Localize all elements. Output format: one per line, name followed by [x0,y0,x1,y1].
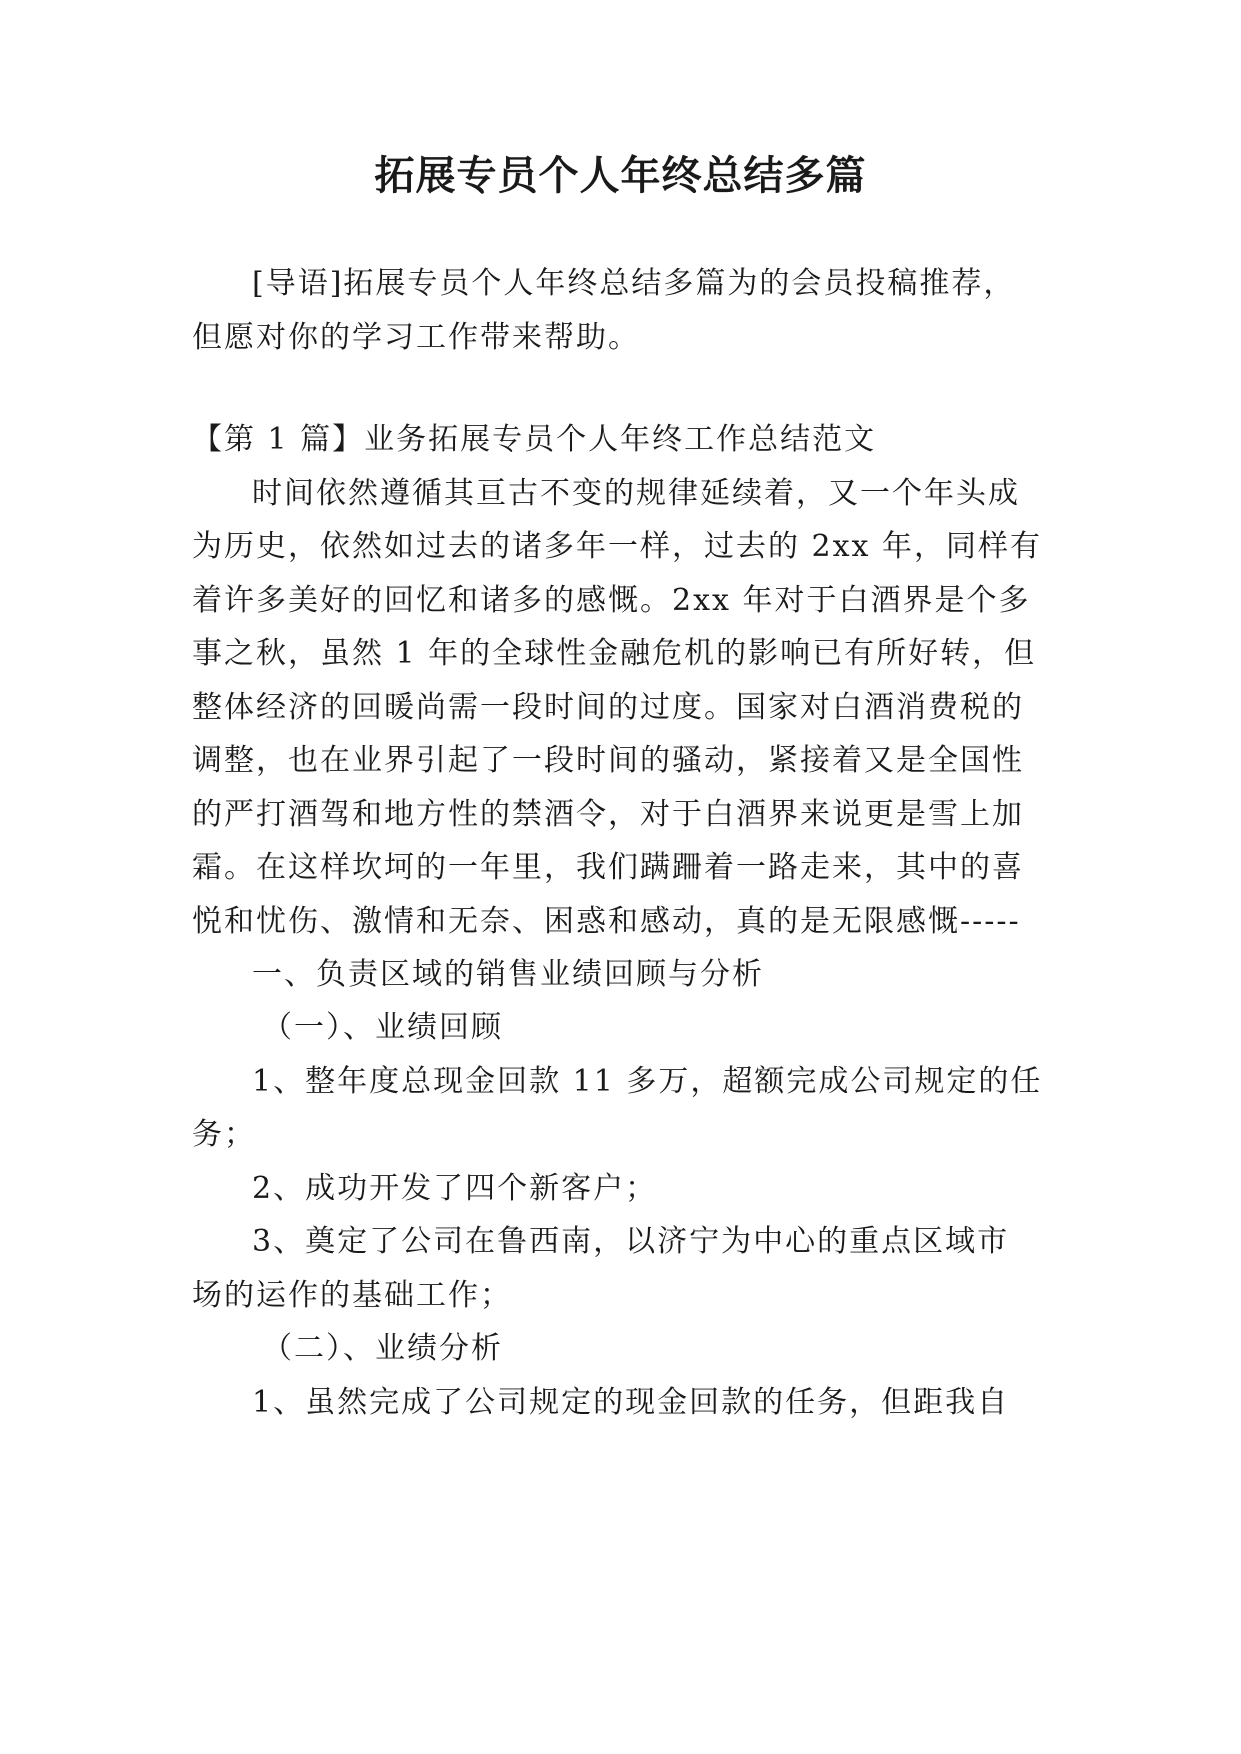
paragraph-line: 整体经济的回暖尚需一段时间的过度。国家对白酒消费税的 [192,690,1024,725]
subsection-heading: （二）、业绩分析 [262,1331,503,1366]
list-item: 3、奠定了公司在鲁西南，以济宁为中心的重点区域市 [252,1224,1010,1259]
document-title: 拓展专员个人年终总结多篇 [374,153,867,199]
section-heading: 【第 1 篇】业务拓展专员个人年终工作总结范文 [192,422,877,457]
list-item: 1、整年度总现金回款 11 多万，超额完成公司规定的任 [252,1064,1043,1099]
list-item-continuation: 场的运作的基础工作； [192,1278,512,1313]
list-item-continuation: 务； [192,1117,256,1152]
list-item: 2、成功开发了四个新客户； [252,1171,658,1206]
intro-line-2: 但愿对你的学习工作带来帮助。 [192,320,640,355]
paragraph-line: 时间依然遵循其亘古不变的规律延续着，又一个年头成 [252,476,1020,511]
list-item: 1、虽然完成了公司规定的现金回款的任务，但距我自 [252,1385,1010,1420]
paragraph-line: 事之秋，虽然 1 年的全球性金融危机的影响已有所好转，但 [192,636,1037,671]
intro-line-1: [导语]拓展专员个人年终总结多篇为的会员投稿推荐， [252,266,1016,301]
paragraph-line: 调整，也在业界引起了一段时间的骚动，紧接着又是全国性 [192,743,1024,778]
paragraph-line: 的严打酒驾和地方性的禁酒令，对于白酒界来说更是雪上加 [192,797,1024,832]
subsection-heading: 一、负责区域的销售业绩回顾与分析 [252,957,764,992]
paragraph-line: 为历史，依然如过去的诸多年一样，过去的 2xx 年，同样有 [192,529,1042,564]
subsection-heading: （一）、业绩回顾 [262,1010,503,1045]
paragraph-line: 悦和忧伤、激情和无奈、困惑和感动，真的是无限感慨----- [192,904,1021,939]
paragraph-line: 着许多美好的回忆和诸多的感慨。2xx 年对于白酒界是个多 [192,583,1031,618]
paragraph-line: 霜。在这样坎坷的一年里，我们蹒跚着一路走来，其中的喜 [192,850,1024,885]
